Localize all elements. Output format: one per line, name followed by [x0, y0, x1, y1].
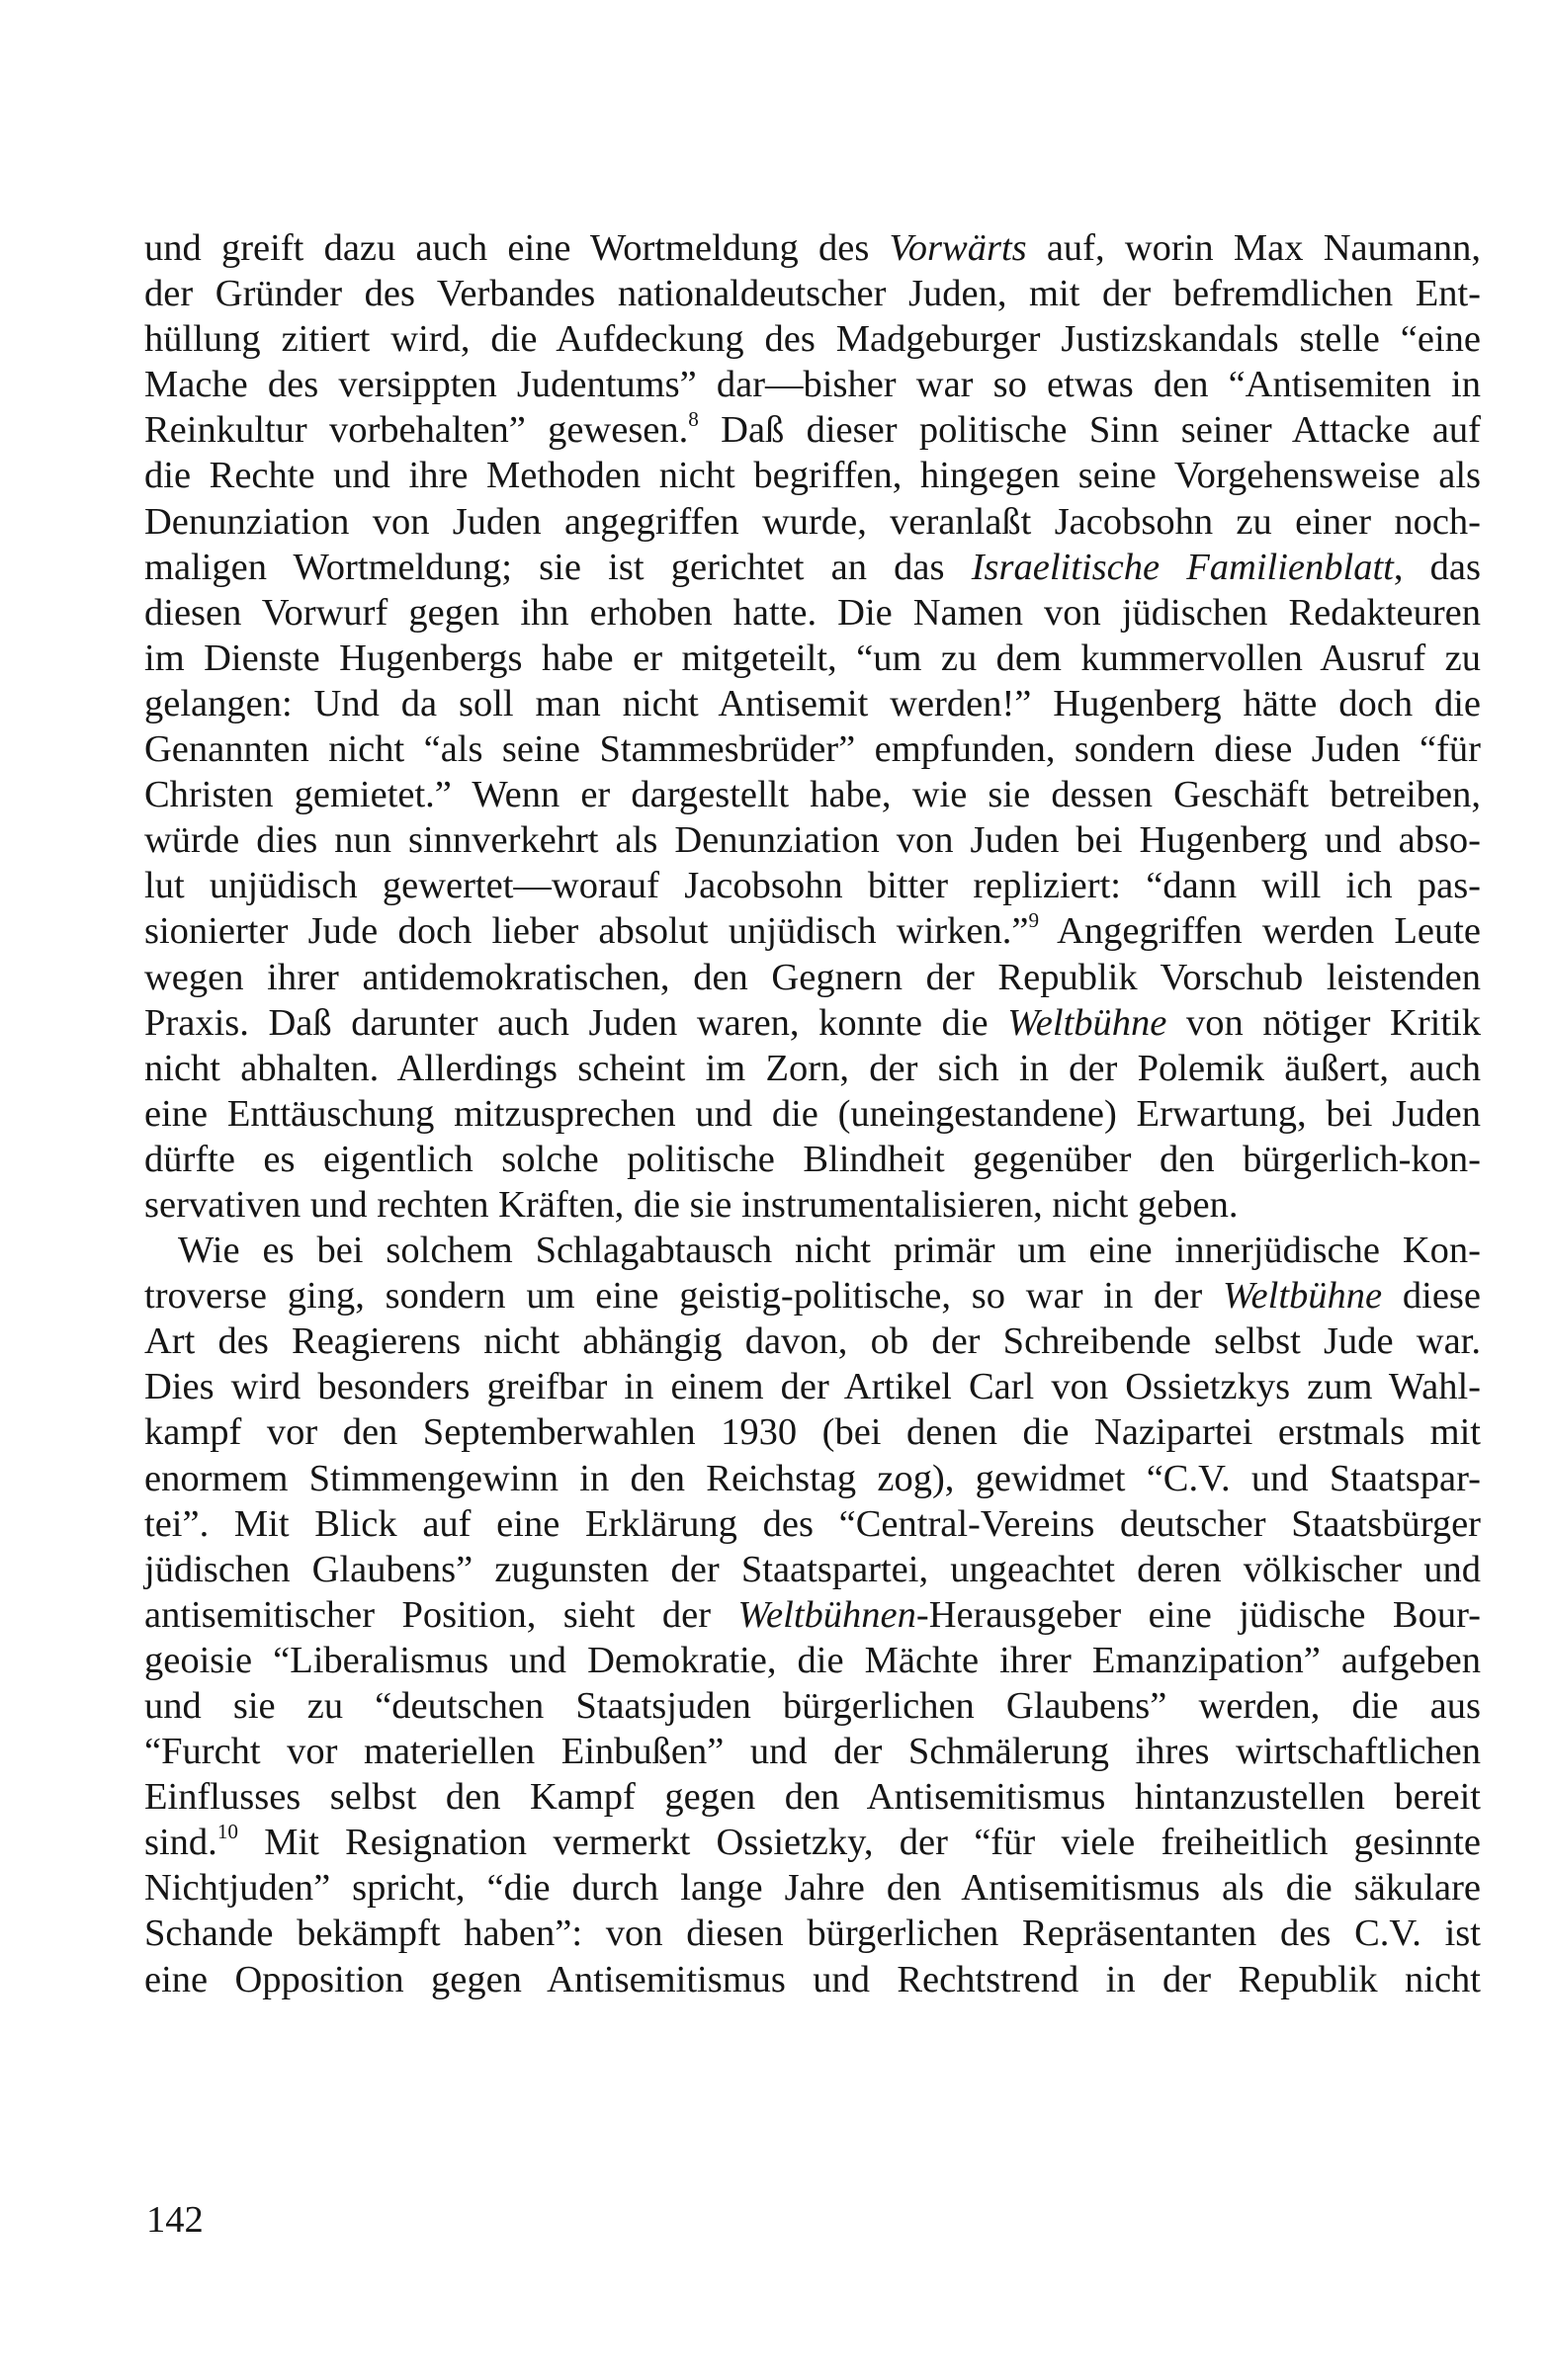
text-segment: Daß dieser politische Sinn seiner Attacke auf	[698, 409, 1482, 452]
text-line	[144, 817, 1481, 863]
page-number: 142	[146, 2199, 204, 2241]
text-line	[144, 772, 1481, 817]
text-line	[144, 1273, 1481, 1318]
text-segment: lut unjüdisch gewertet—worauf Jacobsohn bitter repliziert: “dann will ich pas-	[144, 865, 1481, 907]
text-segment: Angegriffen werden Leute	[1039, 910, 1481, 953]
text-line	[144, 1957, 1481, 2002]
text-segment: -Herausgeber eine jüdische Bour-	[915, 1593, 1481, 1636]
footnote-marker: 9	[1028, 908, 1040, 933]
footnote-marker: 8	[688, 407, 699, 432]
text-segment: sionierter Jude doch lieber absolut unjüdisch wirken.”	[144, 910, 1029, 953]
italic-title: Vorwärts	[889, 227, 1027, 269]
text-line	[144, 1774, 1481, 1820]
text-segment: dürfte es eigentlich solche politische Blindheit gegenüber den bürgerlich-kon-	[144, 1138, 1481, 1180]
text-line	[144, 1137, 1481, 1182]
text-segment: geoisie “Liberalismus und Demokratie, die Mächte ihrer Emanzipation” aufgeben	[144, 1639, 1481, 1681]
text-segment: Denunziation von Juden angegriffen wurde, veranlaßt Jacobsohn zu einer noch-	[144, 500, 1481, 543]
text-segment: hüllung zitiert wird, die Aufdeckung des Madgeburger Justizskandals stelle “eine	[144, 318, 1481, 361]
text-segment: wegen ihrer antidemokratischen, den Gegnern der Republik Vorschub leistenden	[144, 956, 1481, 998]
text-segment: Mache des versippten Judentums” dar—bisher war so etwas den “Antisemiten in	[144, 364, 1481, 406]
text-line	[144, 225, 1481, 271]
text-segment: jüdischen Glaubens” zugunsten der Staatspartei, ungeachtet deren völkischer und	[144, 1548, 1481, 1590]
text-line	[144, 908, 1481, 954]
text-segment: und greift dazu auch eine Wortmeldung des	[144, 227, 890, 269]
text-segment: würde dies nun sinnverkehrt als Denunziation von Juden bei Hugenberg und abso-	[144, 819, 1481, 862]
text-segment: Nichtjuden” spricht, “die durch lange Jahre den Antisemitismus als die säkulare	[144, 1867, 1481, 1910]
text-segment: tei”. Mit Blick auf eine Erklärung des “Central-Vereins deutscher Staatsbürger	[144, 1502, 1481, 1545]
text-segment: , das	[1393, 546, 1481, 588]
text-line	[144, 1683, 1481, 1729]
text-line	[144, 1456, 1481, 1501]
text-line	[144, 316, 1481, 362]
paragraph	[144, 225, 1481, 1228]
text-segment: nicht abhalten. Allerdings scheint im Zorn, der sich in der Polemik äußert, auch	[144, 1047, 1481, 1089]
text-segment: Christen gemietet.” Wenn er dargestellt habe, wie sie dessen Geschäft betreiben,	[144, 774, 1481, 816]
text-segment: Genannten nicht “als seine Stammesbrüder” empfunden, sondern diese Juden “für	[144, 728, 1481, 771]
italic-title: Weltbühnen	[737, 1593, 916, 1636]
text-segment: Mit Resignation vermerkt Ossietzky, der “für viele freiheitlich gesinnte	[237, 1822, 1481, 1864]
text-line	[144, 1911, 1481, 1956]
text-line	[144, 955, 1481, 1000]
italic-title: Israelitische Familienblatt	[971, 546, 1394, 588]
text-line	[144, 545, 1481, 590]
text-line	[144, 1228, 1481, 1273]
text-segment: Art des Reagierens nicht abhängig davon, ob der Schreibende selbst Jude war.	[144, 1320, 1481, 1363]
text-segment: Einflusses selbst den Kampf gegen den Antisemitismus hintanzustellen bereit	[144, 1776, 1481, 1819]
text-line	[144, 1592, 1481, 1638]
text-line	[144, 271, 1481, 316]
italic-title: Weltbühne	[1007, 1001, 1167, 1044]
text-segment: Wie es bei solchem Schlagabtausch nicht primär um eine innerjüdische Kon-	[178, 1230, 1481, 1272]
text-segment: Dies wird besonders greifbar in einem der Artikel Carl von Ossietzkys zum Wahl-	[144, 1366, 1481, 1408]
paragraph	[144, 1228, 1481, 2002]
text-segment: “Furcht vor materiellen Einbußen” und der Schmälerung ihres wirtschaftlichen	[144, 1731, 1481, 1773]
text-line	[144, 1318, 1481, 1364]
text-segment: troverse ging, sondern um eine geistig-politische, so war in der	[144, 1275, 1223, 1318]
text-segment: Reinkultur vorbehalten” gewesen.	[144, 409, 689, 452]
text-line	[144, 681, 1481, 726]
text-line	[144, 1729, 1481, 1774]
text-segment: eine Enttäuschung mitzusprechen und die (uneingestandene) Erwartung, bei Juden	[144, 1092, 1481, 1135]
text-line	[144, 499, 1481, 545]
text-segment: maligen Wortmeldung; sie ist gerichtet an das	[144, 546, 972, 588]
text-segment: servativen und rechten Kräften, die sie instrumentalisieren, nicht geben.	[144, 1183, 1239, 1226]
text-segment: im Dienste Hugenbergs habe er mitgeteilt, “um zu dem kummervollen Ausruf zu	[144, 637, 1481, 679]
text-segment: und sie zu “deutschen Staatsjuden bürgerlichen Glaubens” werden, die aus	[144, 1685, 1481, 1727]
text-line	[144, 863, 1481, 908]
text-segment: antisemitischer Position, sieht der	[144, 1593, 738, 1636]
text-line	[144, 1638, 1481, 1683]
text-segment: von nötiger Kritik	[1166, 1001, 1481, 1044]
text-line	[144, 407, 1481, 453]
text-segment: gelangen: Und da soll man nicht Antisemit werden!” Hugenberg hätte doch die	[144, 682, 1481, 724]
italic-title: Weltbühne	[1223, 1275, 1383, 1318]
text-segment: kampf vor den Septemberwahlen 1930 (bei denen die Nazipartei erstmals mit	[144, 1411, 1481, 1454]
body-text	[144, 225, 1481, 2002]
text-line	[144, 1501, 1481, 1547]
text-segment: eine Opposition gegen Antisemitismus und Rechtstrend in der Republik nicht	[144, 1958, 1481, 2000]
text-line	[144, 1046, 1481, 1091]
footnote-marker: 10	[216, 1820, 238, 1844]
text-line	[144, 1547, 1481, 1592]
text-line	[144, 453, 1481, 498]
text-line	[144, 1820, 1481, 1865]
text-line	[144, 362, 1481, 407]
text-segment: diesen Vorwurf gegen ihn erhoben hatte. Die Namen von jüdischen Redakteuren	[144, 591, 1481, 634]
text-segment: Schande bekämpft haben”: von diesen bürgerlichen Repräsentanten des C.V. ist	[144, 1912, 1481, 1955]
text-line	[144, 1000, 1481, 1046]
text-segment: auf, worin Max Naumann,	[1026, 227, 1481, 269]
text-line	[144, 1865, 1481, 1911]
text-line	[144, 1364, 1481, 1409]
text-line	[144, 1182, 1481, 1228]
text-segment: der Gründer des Verbandes nationaldeutscher Juden, mit der befremdlichen Ent-	[144, 273, 1481, 315]
text-segment: enormem Stimmengewinn in den Reichstag zog), gewidmet “C.V. und Staatspar-	[144, 1457, 1481, 1499]
text-line	[144, 1091, 1481, 1137]
text-line	[144, 726, 1481, 772]
text-segment: sind.	[144, 1822, 217, 1864]
text-line	[144, 1409, 1481, 1455]
text-segment: diese	[1382, 1275, 1482, 1318]
text-line	[144, 590, 1481, 636]
text-segment: Praxis. Daß darunter auch Juden waren, konnte die	[144, 1001, 1008, 1044]
text-line	[144, 636, 1481, 681]
text-segment: die Rechte und ihre Methoden nicht begriffen, hingegen seine Vorgehensweise als	[144, 455, 1481, 497]
